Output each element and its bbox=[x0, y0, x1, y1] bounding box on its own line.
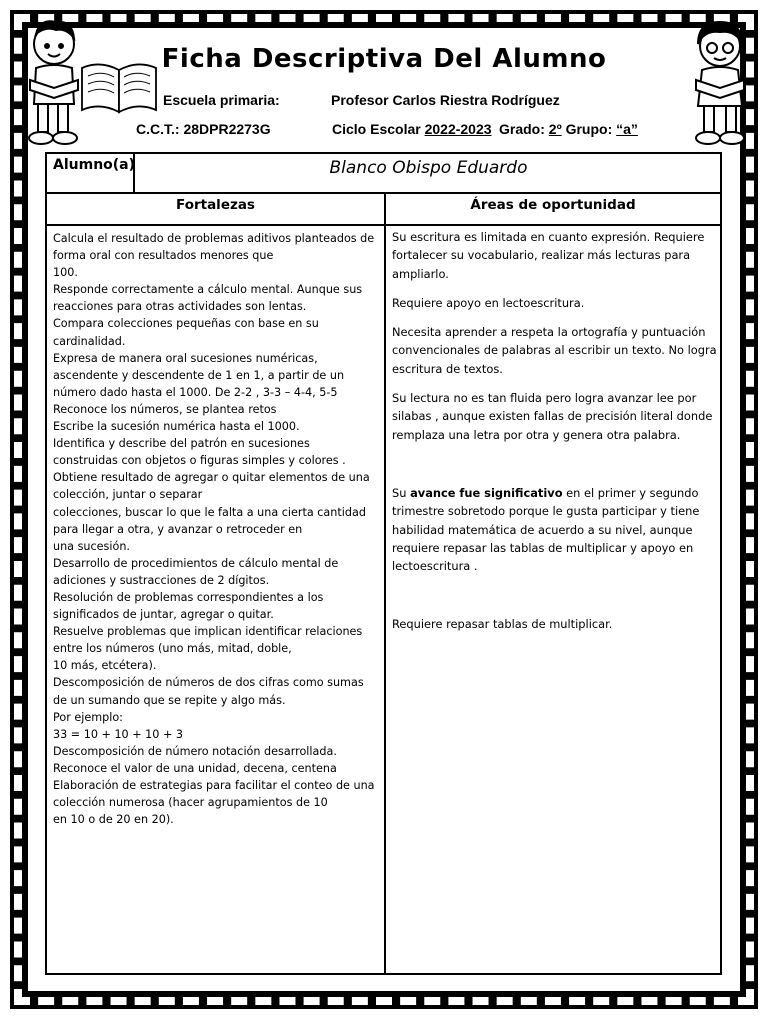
fortalezas-line: una sucesión. bbox=[53, 539, 130, 553]
fortalezas-line: Expresa de manera oral sucesiones numéricas, bbox=[53, 351, 318, 365]
fortalezas-line: forma oral con resultados menores que bbox=[53, 249, 274, 263]
student-row bbox=[47, 154, 720, 194]
fortalezas-line: Calcula el resultado de problemas aditivos planteados de bbox=[53, 232, 375, 245]
fortalezas-line: adiciones y sustracciones de 2 dígitos. bbox=[53, 573, 270, 587]
fortalezas-line: Descomposición de números de dos cifras como sumas bbox=[53, 676, 364, 690]
school-year bbox=[332, 121, 492, 137]
school-label: Escuela primaria: bbox=[163, 92, 280, 108]
fortalezas-line: Elaboración de estrategias para facilitar el conteo de una bbox=[53, 779, 375, 792]
fortalezas-line: Responde correctamente a cálculo mental. Aunque sus bbox=[53, 283, 363, 297]
fortalezas-line: Descomposición de número notación desarrollada. bbox=[53, 744, 337, 758]
areas-paragraph: Su escritura es limitada en cuanto expresión. Requiere fortalecer su vocabulario, realizar más lecturas para ampliarlo. bbox=[392, 230, 705, 281]
fortalezas-line: en 10 o de 20 en 20). bbox=[53, 813, 174, 827]
page-title: Ficha Descriptiva Del Alumno bbox=[161, 44, 607, 74]
fortalezas-line: construidas con objetos o figuras simples y colores . bbox=[53, 454, 346, 468]
fortalezas-line: Escribe la sucesión numérica hasta el 1000. bbox=[53, 420, 300, 434]
areas-text-bold: avance fue significativo bbox=[410, 485, 563, 500]
student-name: Blanco Obispo Eduardo bbox=[329, 158, 528, 178]
fortalezas-line: significados de juntar, agregar o quitar. bbox=[53, 608, 274, 622]
cct-code: C.C.T.: 28DPR2273G bbox=[136, 121, 271, 137]
fortalezas-line: 10 más, etcétera). bbox=[53, 659, 157, 673]
fortalezas-line: Resolución de problemas correspondientes a los bbox=[53, 590, 324, 604]
fortalezas-line: de un sumando que se repite y algo más. bbox=[53, 693, 286, 707]
grade-value: 2º bbox=[548, 121, 562, 137]
student-label: Alumno(a) bbox=[47, 154, 135, 192]
fortalezas-line: Por ejemplo: bbox=[53, 710, 123, 724]
fortalezas-text bbox=[53, 230, 379, 828]
fortalezas-line: para llegar a otra, y avanzar o retroceder en bbox=[53, 522, 303, 536]
areas-paragraph-progress bbox=[392, 484, 718, 575]
fortalezas-line: Identifica y describe del patrón en sucesiones bbox=[53, 437, 310, 451]
areas-paragraph: Su lectura no es tan fluida pero logra avanzar lee por silabas , aunque existen fallas de precisión literal donde remplaza una letra por otra y genera otra palabra. bbox=[392, 391, 713, 442]
column-divider bbox=[384, 194, 386, 973]
fortalezas-line: Reconoce el valor de una unidad, decena, centena bbox=[53, 761, 337, 775]
fortalezas-line: reacciones para otras actividades son lentas. bbox=[53, 300, 307, 314]
fortalezas-line: Obtiene resultado de agregar o quitar elementos de una bbox=[53, 471, 370, 485]
fortalezas-line: Resuelve problemas que implican identificar relaciones bbox=[53, 625, 363, 639]
student-table bbox=[45, 152, 722, 975]
fortalezas-line: colecciones, buscar lo que le falta a una cierta cantidad bbox=[53, 505, 366, 519]
grade-label: Grado: bbox=[499, 121, 545, 137]
fortalezas-line: Reconoce los números, se plantea retos bbox=[53, 402, 277, 416]
fortalezas-line: colección numerosa (hacer agrupamientos de 10 bbox=[53, 796, 328, 810]
fortalezas-line: colección, juntar o separar bbox=[53, 488, 203, 502]
fortalezas-line: número dado hasta el 1000. De 2-2 , 3-3 – 4-4, 5-5 bbox=[53, 385, 338, 399]
column-header-areas: Áreas de oportunidad bbox=[470, 197, 636, 213]
areas-paragraph: Necesita aprender a respeta la ortografía y puntuación convencionales de palabras al escribir un texto. No logra escritura de textos. bbox=[392, 325, 717, 376]
areas-text bbox=[392, 228, 718, 634]
areas-paragraph: Requiere apoyo en lectoescritura. bbox=[392, 295, 585, 310]
fortalezas-line: entre los números (uno más, mitad, doble, bbox=[53, 642, 292, 656]
areas-text-run: en el primer y segundo trimestre sobretodo porque le gusta participar y tiene habilidad matemática de acuerdo a su nivel, aunque requiere repasar las tablas de multiplicar y apoyo en lectoescritura . bbox=[392, 485, 700, 574]
fortalezas-line: ascendente y descendente de 1 en 1, a partir de un bbox=[53, 368, 345, 382]
fortalezas-line: 100. bbox=[53, 266, 78, 280]
group-value: “a” bbox=[616, 121, 638, 137]
areas-text-run: Su bbox=[392, 485, 411, 500]
fortalezas-line: Compara colecciones pequeñas con base en su bbox=[53, 317, 319, 331]
fortalezas-line: Desarrollo de procedimientos de cálculo mental de bbox=[53, 556, 339, 570]
grade-group bbox=[499, 121, 638, 137]
fortalezas-line: cardinalidad. bbox=[53, 334, 126, 348]
areas-paragraph: Requiere repasar tablas de multiplicar. bbox=[392, 617, 613, 632]
teacher-name: Profesor Carlos Riestra Rodríguez bbox=[331, 92, 560, 108]
fortalezas-line: 33 = 10 + 10 + 10 + 3 bbox=[53, 727, 184, 741]
school-year-label: Ciclo Escolar bbox=[332, 121, 421, 137]
reading-girl-illustration bbox=[684, 14, 756, 146]
group-label: Grupo: bbox=[565, 121, 613, 137]
column-header-fortalezas: Fortalezas bbox=[176, 197, 255, 213]
school-year-value: 2022-2023 bbox=[424, 121, 492, 137]
